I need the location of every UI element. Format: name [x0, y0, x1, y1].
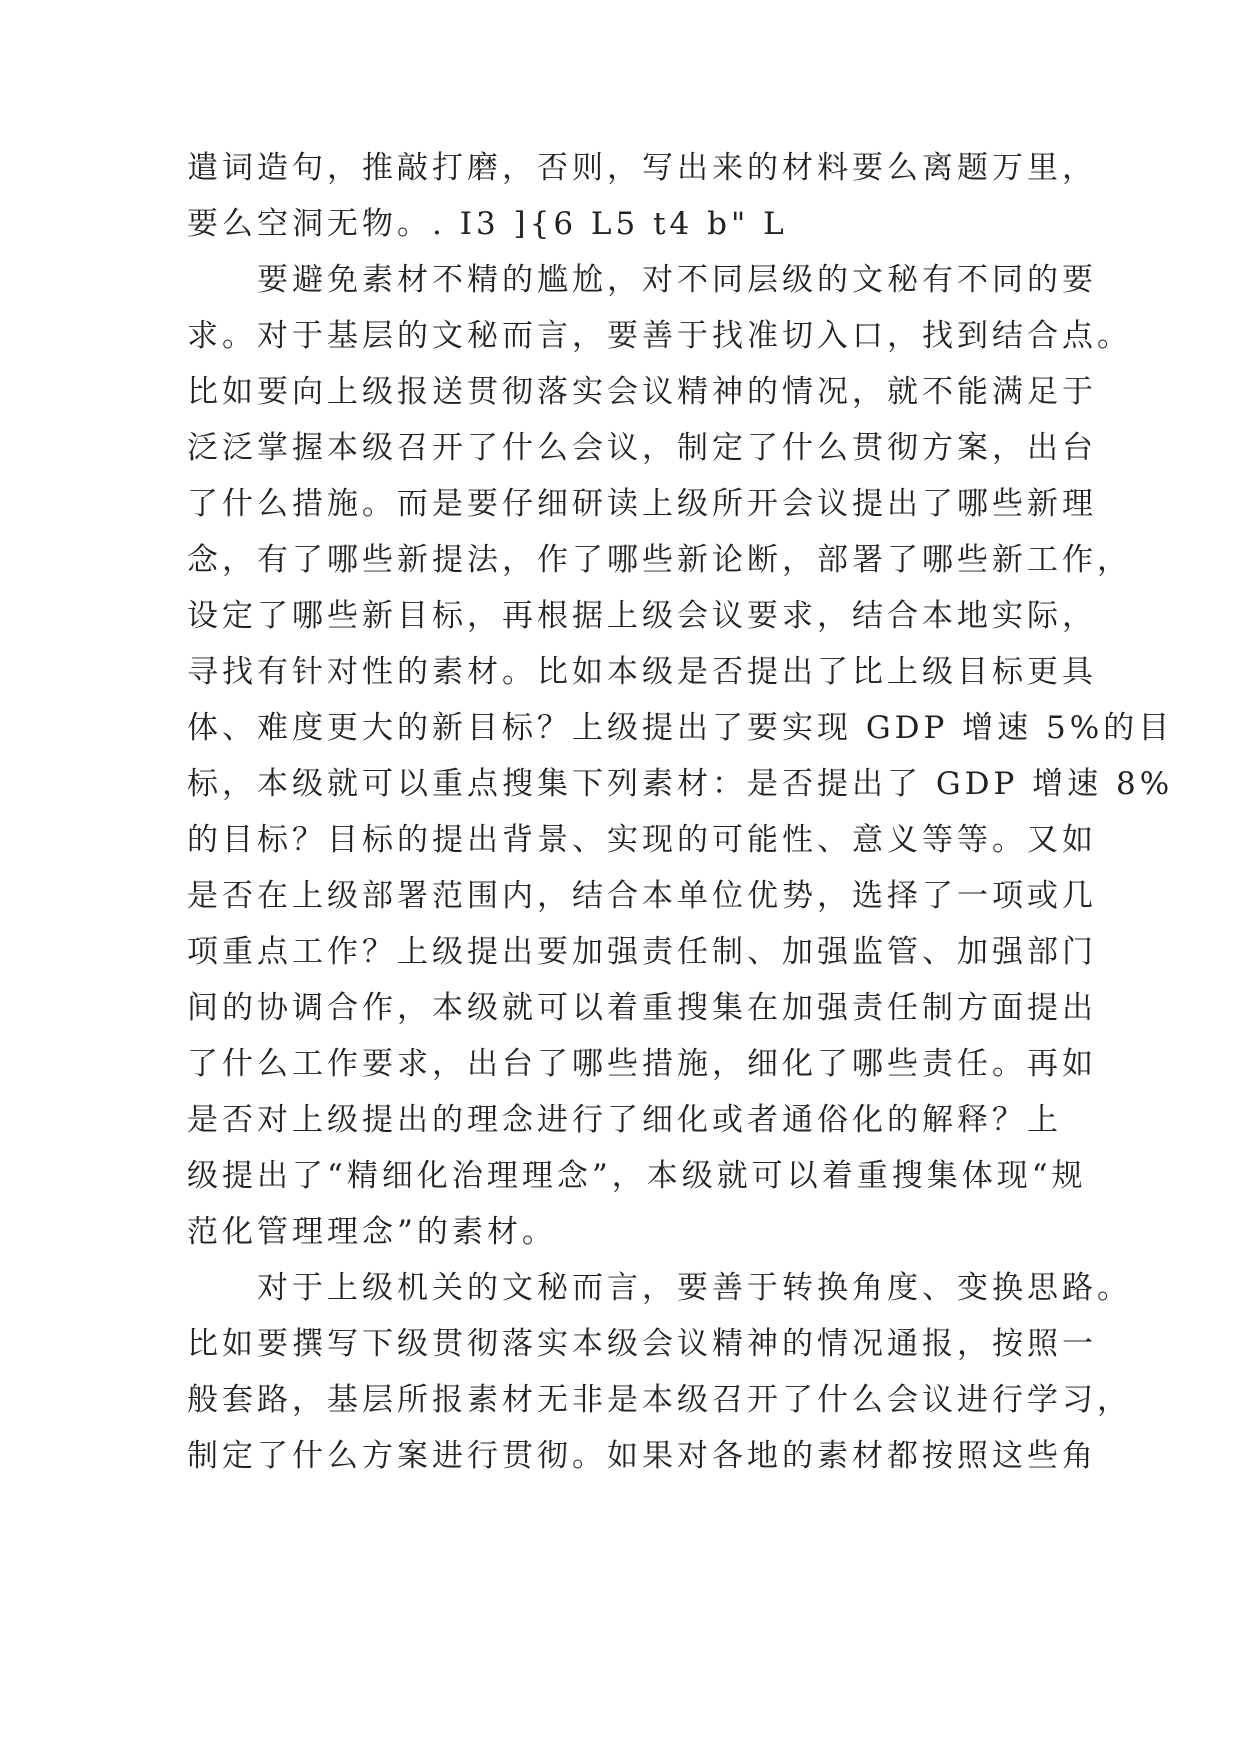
text-line: 泛泛掌握本级召开了什么会议，制定了什么贯彻方案，出台: [187, 430, 1097, 466]
text-line: 是否在上级部署范围内，结合本单位优势，选择了一项或几: [187, 878, 1097, 914]
text-line: 间的协调合作，本级就可以着重搜集在加强责任制方面提出: [187, 990, 1097, 1026]
text-line: 项重点工作？上级提出要加强责任制、加强监管、加强部门: [187, 934, 1097, 970]
text-line: 制定了什么方案进行贯彻。如果对各地的素材都按照这些角: [187, 1438, 1097, 1474]
paragraph-3: [187, 1260, 1132, 1484]
text-line: 是否对上级提出的理念进行了细化或者通俗化的解释？上: [187, 1102, 1062, 1138]
text-line: 标，本级就可以重点搜集下列素材：是否提出了 GDP 增速 8%: [187, 766, 1174, 802]
paragraph-1: [187, 140, 1097, 252]
text-line: 对于上级机关的文秘而言，要善于转换角度、变换思路。: [187, 1270, 1132, 1306]
text-line: 寻找有针对性的素材。比如本级是否提出了比上级目标更具: [187, 654, 1097, 690]
text-line: 的目标？目标的提出背景、实现的可能性、意义等等。又如: [187, 822, 1097, 858]
text-line: 比如要撰写下级贯彻落实本级会议精神的情况通报，按照一: [187, 1326, 1097, 1362]
text-line: 求。对于基层的文秘而言，要善于找准切入口，找到结合点。: [187, 318, 1132, 354]
paragraph-2: [187, 252, 1174, 1260]
text-line: 要避免素材不精的尴尬，对不同层级的文秘有不同的要: [187, 262, 1097, 298]
text-line: 比如要向上级报送贯彻落实会议精神的情况，就不能满足于: [187, 374, 1097, 410]
text-line: 范化管理理念”的素材。: [187, 1214, 557, 1250]
text-line: 遣词造句，推敲打磨，否则，写出来的材料要么离题万里，: [187, 150, 1097, 186]
text-line: 体、难度更大的新目标？上级提出了要实现 GDP 增速 5%的目: [187, 710, 1174, 746]
text-line: 了什么工作要求，出台了哪些措施，细化了哪些责任。再如: [187, 1046, 1097, 1082]
text-line: 设定了哪些新目标，再根据上级会议要求，结合本地实际，: [187, 598, 1097, 634]
text-line: 级提出了“精细化治理理念”，本级就可以着重搜集体现“规: [187, 1158, 1087, 1194]
text-line: 了什么措施。而是要仔细研读上级所开会议提出了哪些新理: [187, 486, 1097, 522]
text-line: 般套路，基层所报素材无非是本级召开了什么会议进行学习，: [187, 1382, 1132, 1418]
text-line: 要么空洞无物。. I3 ]{6 L5 t4 b" L: [187, 206, 788, 242]
text-line: 念，有了哪些新提法，作了哪些新论断，部署了哪些新工作，: [187, 542, 1132, 578]
